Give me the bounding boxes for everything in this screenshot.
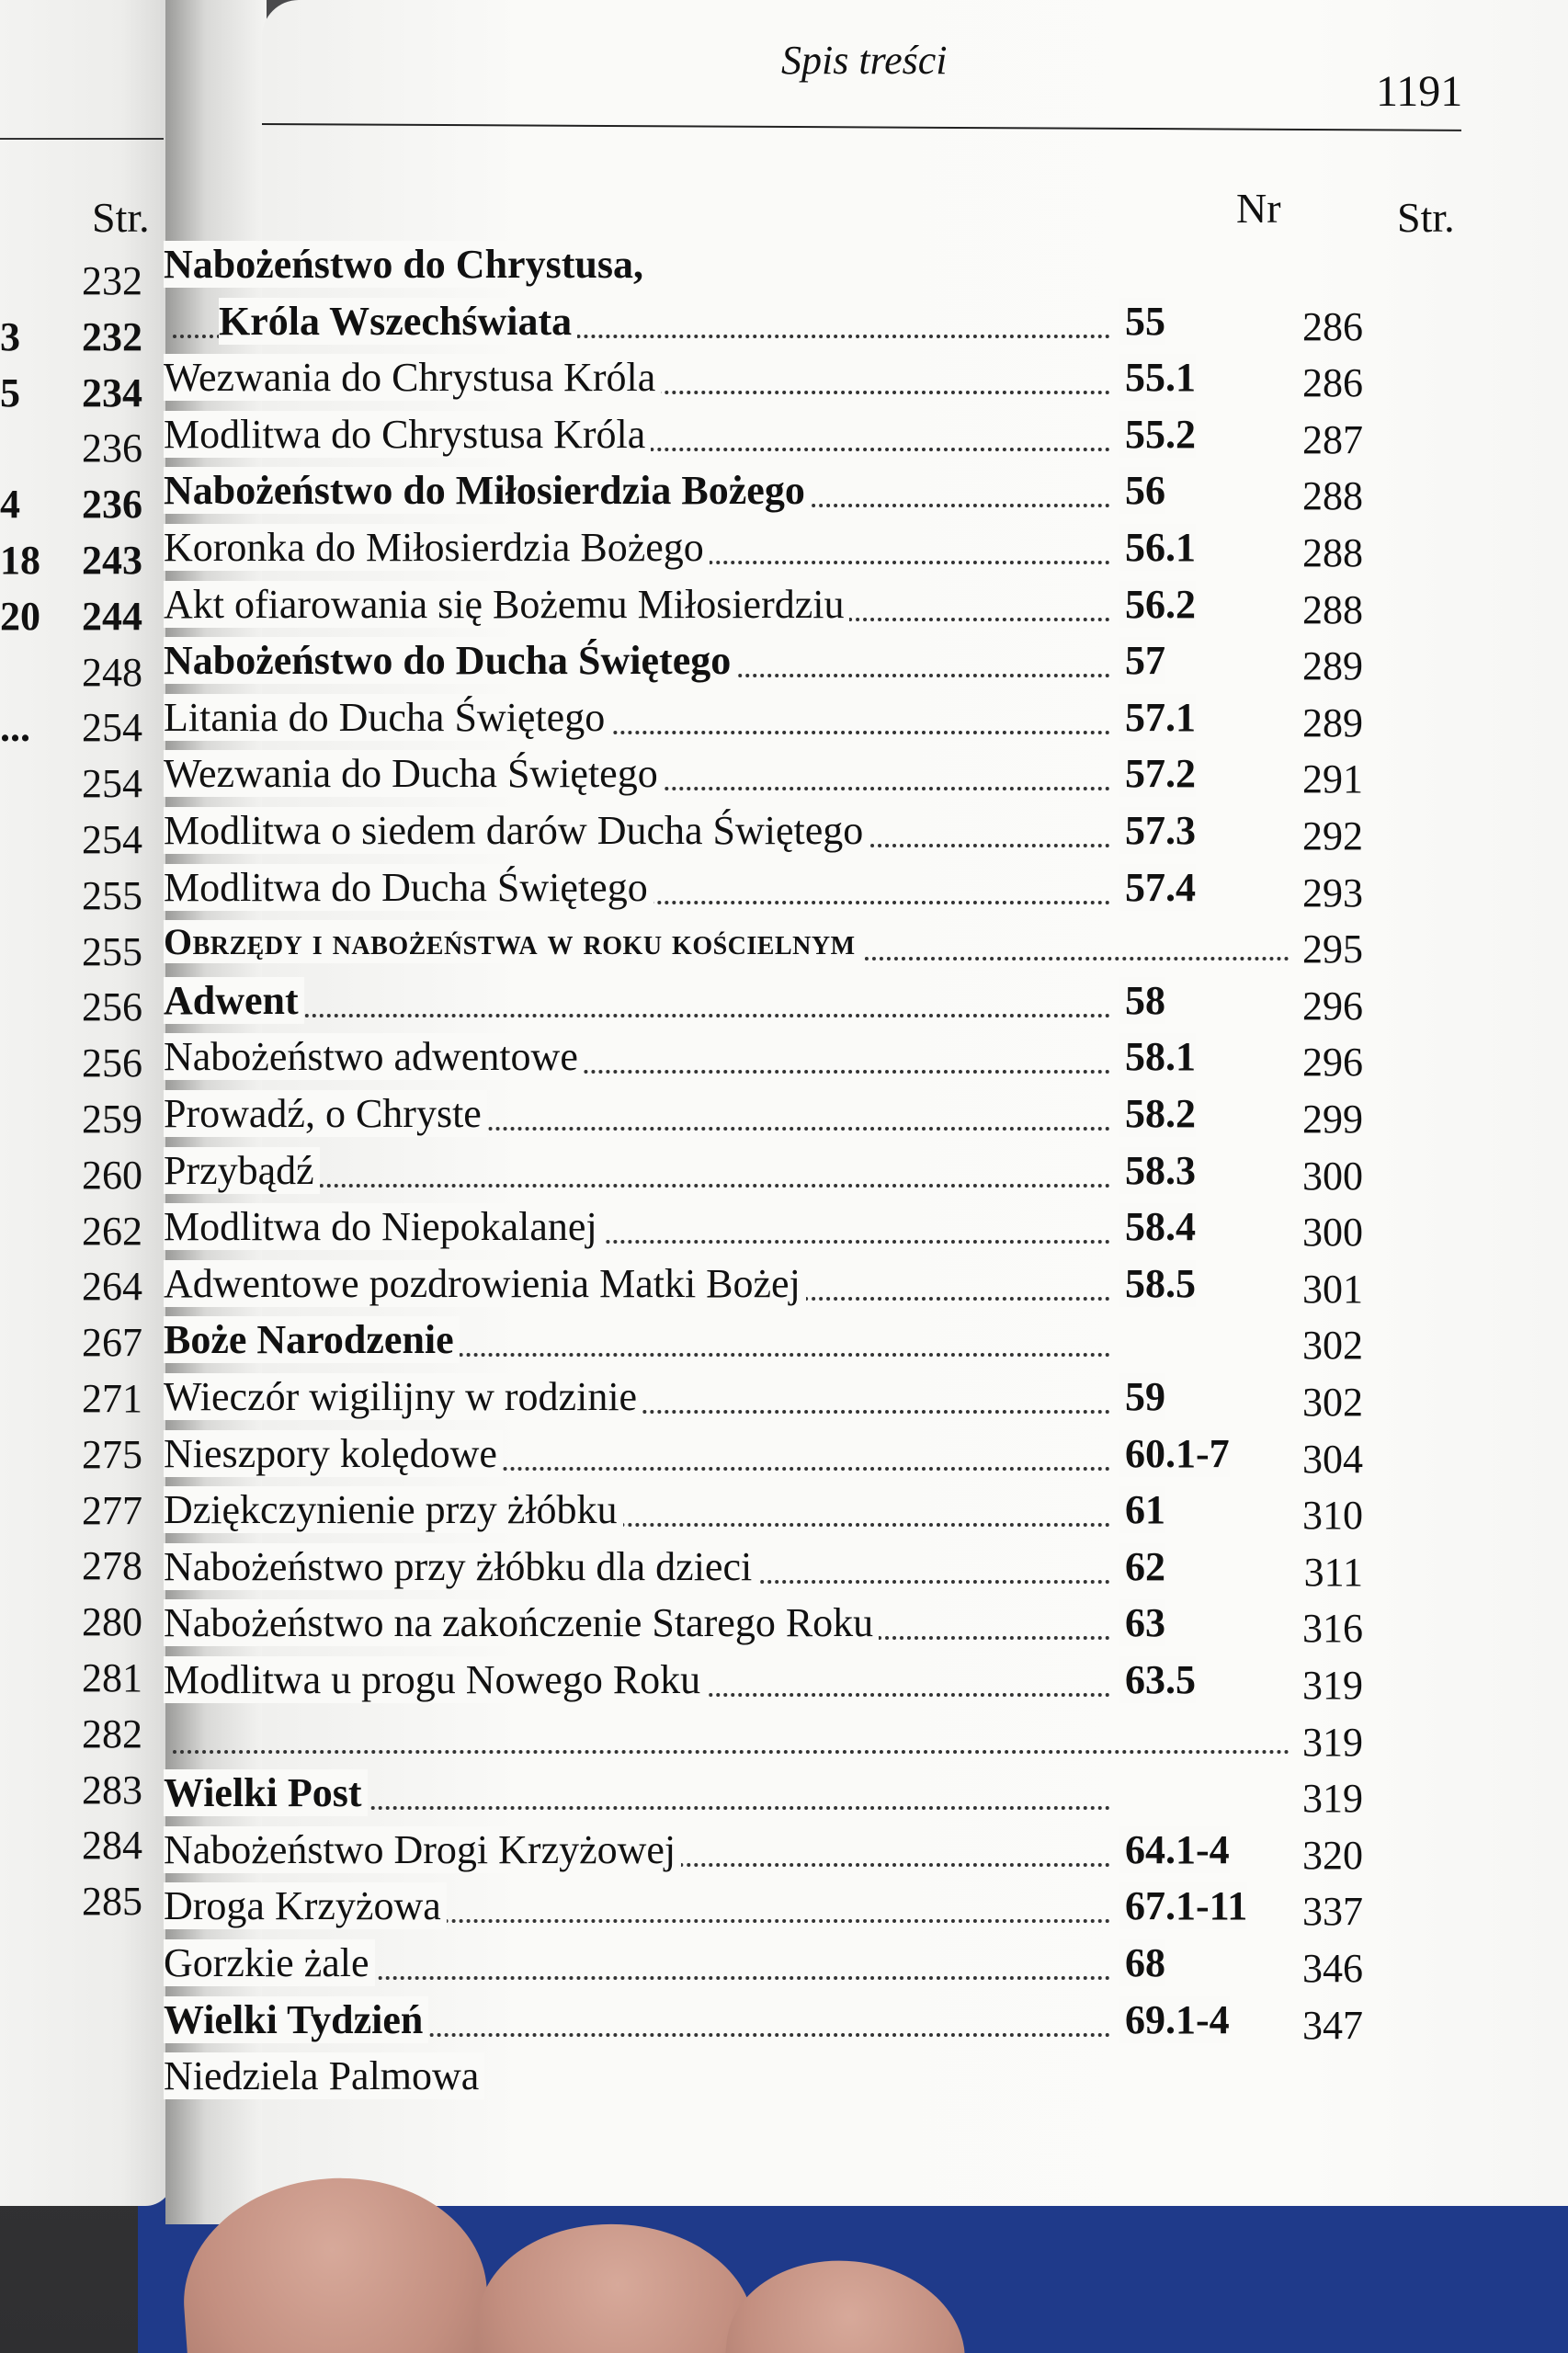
- left-page-number: [0, 1040, 142, 1086]
- toc-entry-page: 300: [1302, 1210, 1363, 1256]
- toc-entry-number: 59: [1119, 1373, 1165, 1420]
- left-page-number-value: 243: [82, 538, 142, 583]
- toc-entry-title: Prowadź, o Chryste: [164, 1090, 487, 1137]
- left-page-number-value: 282: [82, 1711, 142, 1756]
- toc-entry-number: 58.1: [1119, 1033, 1196, 1080]
- toc-entry-number: 64.1-4: [1119, 1826, 1230, 1873]
- left-page-number: [0, 760, 142, 807]
- toc-row: [164, 637, 1470, 690]
- left-page-column-label: Str.: [92, 194, 150, 241]
- toc-entry-page: 289: [1302, 643, 1363, 689]
- left-page-number-prefix: ...: [0, 705, 30, 751]
- toc-row: [164, 241, 1470, 294]
- left-page-number: [0, 1208, 142, 1255]
- left-page-number: [0, 1375, 142, 1422]
- toc-entry-title: Gorzkie żale: [164, 1939, 375, 1986]
- toc-entry-page: 302: [1302, 1380, 1363, 1425]
- toc-row: [164, 1090, 1470, 1143]
- left-page-number: [0, 1542, 142, 1589]
- toc-entry-title: Nabożeństwo do Chrystusa,: [164, 241, 649, 288]
- toc-entry-page: 288: [1302, 586, 1363, 632]
- toc-entry-number: 55.1: [1119, 354, 1196, 401]
- toc-entry-title: Nabożeństwo na zakończenie Starego Roku: [164, 1599, 879, 1646]
- left-page-number: [0, 1878, 142, 1925]
- toc-entry-number: 62: [1119, 1543, 1165, 1590]
- toc-row: [164, 2052, 1470, 2106]
- left-page-number: [0, 816, 142, 863]
- left-page-number-value: 254: [82, 817, 142, 862]
- left-page-number: [0, 369, 142, 416]
- left-page-number-value: 267: [82, 1320, 142, 1366]
- toc-entry-page: 346: [1302, 1946, 1363, 1991]
- toc-entry-title: Przybądź: [164, 1147, 320, 1194]
- left-page-number-prefix: 3: [0, 313, 20, 359]
- toc-row: [164, 524, 1470, 577]
- left-page-number: [0, 481, 142, 528]
- left-page-number: [0, 1598, 142, 1645]
- left-page-number: [0, 313, 142, 360]
- left-page-number-value: 256: [82, 984, 142, 1030]
- toc-row: [164, 1599, 1470, 1653]
- column-header-nr: Nr: [1236, 185, 1281, 232]
- left-page-number-value: 262: [82, 1208, 142, 1254]
- toc-leader-dots: [173, 1750, 1290, 1754]
- toc-entry-page: 296: [1302, 983, 1363, 1029]
- toc-entry-title: Wezwania do Ducha Świętego: [164, 750, 664, 797]
- left-page-number-value: 232: [82, 313, 142, 359]
- left-page-number: [0, 1487, 142, 1534]
- toc-entry-title: Nieszpory kolędowe: [164, 1430, 503, 1477]
- toc-entry-title: Nabożeństwo adwentowe: [164, 1033, 584, 1080]
- toc-entry-number: 63.5: [1119, 1656, 1196, 1703]
- left-page-number: [0, 1096, 142, 1142]
- toc-entry-title: Niedziela Palmowa: [164, 2052, 484, 2099]
- toc-entry-number: 57.4: [1119, 864, 1196, 911]
- toc-entry-number: 58: [1119, 977, 1165, 1024]
- toc-entry-page: 316: [1302, 1606, 1363, 1652]
- column-header-str: Str.: [1397, 194, 1455, 241]
- toc-row: [164, 1486, 1470, 1540]
- left-page-number: [0, 537, 142, 584]
- left-page-number-value: 278: [82, 1543, 142, 1589]
- toc-row: [164, 864, 1470, 917]
- toc-entry-title: Boże Narodzenie: [164, 1316, 460, 1363]
- toc-row: [164, 1769, 1470, 1823]
- left-page-number: [0, 649, 142, 696]
- toc-entry-title: Adwent: [164, 977, 304, 1024]
- toc-entry-page: 300: [1302, 1153, 1363, 1199]
- left-page-number: [0, 983, 142, 1030]
- toc-entry-page: 296: [1302, 1040, 1363, 1086]
- toc-entry-page: 286: [1302, 303, 1363, 349]
- toc-row: [164, 1316, 1470, 1370]
- toc-entry-page: 319: [1302, 1719, 1363, 1765]
- toc-row: [164, 807, 1470, 860]
- toc-entry-page: 319: [1302, 1776, 1363, 1822]
- toc-entry-page: 347: [1302, 2002, 1363, 2048]
- toc-entry-title: Obrzędy i nabożeństwa w roku kościelnym: [164, 920, 861, 963]
- left-page-number-value: 244: [82, 593, 142, 639]
- toc-entry-page: 293: [1302, 870, 1363, 915]
- toc-row: [164, 1996, 1470, 2050]
- toc-entry-title: Nabożeństwo do Miłosierdzia Bożego: [164, 467, 811, 514]
- left-page-number-value: 275: [82, 1431, 142, 1477]
- toc-entry-number: 67.1-11: [1119, 1882, 1247, 1929]
- left-page-number-value: 236: [82, 426, 142, 472]
- toc-entry-title: Wieczór wigilijny w rodzinie: [164, 1373, 642, 1420]
- toc-entry-page: 295: [1302, 926, 1363, 972]
- toc-entry-number: 57: [1119, 637, 1165, 684]
- toc-entry-page: 292: [1302, 813, 1363, 858]
- right-page: [164, 0, 1568, 2206]
- toc-entry-number: 58.5: [1119, 1260, 1196, 1307]
- toc-row: [164, 1656, 1470, 1710]
- toc-entry-title: Modlitwa o siedem darów Ducha Świętego: [164, 807, 869, 854]
- toc-row: [164, 1882, 1470, 1936]
- left-page-number: [0, 1711, 142, 1757]
- toc-entry-number: 56.1: [1119, 524, 1196, 571]
- toc-entry-title: Wielki Post: [164, 1769, 368, 1816]
- left-page-number: [0, 1431, 142, 1478]
- left-page-number-value: 264: [82, 1264, 142, 1310]
- left-page-number-value: 281: [82, 1655, 142, 1700]
- left-page-number-value: 248: [82, 649, 142, 695]
- toc-entry-page: 299: [1302, 1097, 1363, 1142]
- toc-row: [164, 920, 1470, 973]
- left-page-number-value: 277: [82, 1487, 142, 1533]
- toc-row: [164, 1260, 1470, 1313]
- toc-entry-page: 304: [1302, 1436, 1363, 1482]
- toc-row: [164, 411, 1470, 464]
- toc-row: [164, 1033, 1470, 1086]
- toc-row: [164, 750, 1470, 803]
- toc-entry-title: Adwentowe pozdrowienia Matki Bożej: [164, 1260, 806, 1307]
- toc-row: [164, 354, 1470, 407]
- toc-row: [164, 1713, 1470, 1767]
- toc-entry-page: 288: [1302, 473, 1363, 519]
- left-page-number: [0, 1654, 142, 1701]
- toc-entry-page: 301: [1302, 1266, 1363, 1312]
- running-header-title: Spis treści: [781, 38, 948, 83]
- left-page-number: [0, 704, 142, 751]
- left-page-number-value: 280: [82, 1599, 142, 1645]
- toc-entry-page: 288: [1302, 530, 1363, 575]
- left-page-number-value: 271: [82, 1376, 142, 1421]
- left-page-number: [0, 1263, 142, 1310]
- toc-row: [164, 694, 1470, 747]
- left-page-number: [0, 1152, 142, 1199]
- table-of-contents: [164, 0, 1470, 2206]
- toc-row: [164, 1826, 1470, 1880]
- left-page-number-value: 254: [82, 705, 142, 751]
- toc-row: [164, 1203, 1470, 1256]
- toc-entry-number: 69.1-4: [1119, 1996, 1230, 2043]
- toc-row: [164, 1373, 1470, 1427]
- toc-entry-number: 55.2: [1119, 411, 1196, 458]
- left-page-number-value: 256: [82, 1040, 142, 1086]
- toc-leader-dots: [173, 1014, 1110, 1017]
- left-page-number-prefix: 20: [0, 593, 40, 639]
- toc-entry-title: Akt ofiarowania się Bożemu Miłosierdziu: [164, 581, 849, 628]
- toc-entry-number: 58.4: [1119, 1203, 1196, 1250]
- toc-entry-title: Modlitwa u progu Nowego Roku: [164, 1656, 706, 1703]
- left-page-header-rule: [0, 138, 164, 140]
- toc-row: [164, 1430, 1470, 1483]
- toc-entry-title: Króla Wszechświata: [219, 298, 577, 345]
- toc-entry-page: 337: [1302, 1889, 1363, 1935]
- toc-entry-page: 319: [1302, 1663, 1363, 1708]
- toc-entry-title: Droga Krzyżowa: [164, 1882, 447, 1929]
- toc-entry-title: Dziękczynienie przy żłóbku: [164, 1486, 623, 1533]
- left-page-number-prefix: 4: [0, 482, 20, 528]
- left-page-number: [0, 425, 142, 472]
- left-page-number-value: 255: [82, 928, 142, 974]
- toc-entry-page: 287: [1302, 416, 1363, 462]
- toc-entry-title: Koronka do Miłosierdzia Bożego: [164, 524, 710, 571]
- toc-entry-title: Modlitwa do Ducha Świętego: [164, 864, 653, 911]
- toc-entry-page: 286: [1302, 360, 1363, 406]
- toc-entry-number: 68: [1119, 1939, 1165, 1986]
- toc-entry-number: 60.1-7: [1119, 1430, 1230, 1477]
- toc-entry-title: Modlitwa do Chrystusa Króla: [164, 411, 651, 458]
- toc-entry-number: 58.2: [1119, 1090, 1196, 1137]
- toc-row: [164, 1543, 1470, 1597]
- toc-entry-title: Nabożeństwo przy żłóbku dla dzieci: [164, 1543, 757, 1590]
- toc-entry-page: 320: [1302, 1832, 1363, 1878]
- toc-row: [164, 298, 1470, 351]
- toc-row: [164, 1147, 1470, 1200]
- toc-entry-number: 57.3: [1119, 807, 1196, 854]
- toc-entry-number: 57.1: [1119, 694, 1196, 741]
- toc-row: [164, 1939, 1470, 1993]
- page-number: 1191: [1376, 67, 1463, 116]
- left-page-number: [0, 593, 142, 640]
- left-page: [0, 0, 173, 2206]
- toc-entry-title: Nabożeństwo do Ducha Świętego: [164, 637, 736, 684]
- left-page-number: [0, 872, 142, 919]
- toc-entry-number: 55: [1119, 298, 1165, 345]
- toc-entry-number: 58.3: [1119, 1147, 1196, 1194]
- left-page-number-value: 259: [82, 1097, 142, 1142]
- left-page-number: [0, 928, 142, 975]
- toc-entry-number: 56: [1119, 467, 1165, 514]
- toc-entry-number: 57.2: [1119, 750, 1196, 797]
- toc-entry-title: Wielki Tydzień: [164, 1996, 428, 2043]
- toc-entry-page: 310: [1302, 1493, 1363, 1539]
- toc-entry-page: 302: [1302, 1323, 1363, 1369]
- toc-entry-number: 61: [1119, 1486, 1165, 1533]
- toc-row: [164, 581, 1470, 634]
- toc-entry-title: Modlitwa do Niepokalanej: [164, 1203, 603, 1250]
- left-page-number-value: 232: [82, 258, 142, 303]
- left-page-number-value: 260: [82, 1152, 142, 1198]
- toc-entry-title: Wezwania do Chrystusa Króla: [164, 354, 661, 401]
- left-page-number-value: 285: [82, 1879, 142, 1925]
- toc-entry-page: 289: [1302, 699, 1363, 745]
- toc-entry-page: 291: [1302, 756, 1363, 802]
- toc-entry-number: 63: [1119, 1599, 1165, 1646]
- toc-row: [164, 977, 1470, 1030]
- left-page-number: [0, 257, 142, 304]
- left-page-number-value: 283: [82, 1767, 142, 1813]
- toc-entry-page: 311: [1303, 1549, 1363, 1595]
- left-page-number-value: 254: [82, 761, 142, 807]
- toc-entry-title: Nabożeństwo Drogi Krzyżowej: [164, 1826, 681, 1873]
- left-page-number-prefix: 5: [0, 369, 20, 415]
- toc-entry-number: 56.2: [1119, 581, 1196, 628]
- left-page-number-prefix: 18: [0, 538, 40, 583]
- toc-entry-title: Litania do Ducha Świętego: [164, 694, 610, 741]
- toc-row: [164, 467, 1470, 520]
- left-page-number-value: 284: [82, 1823, 142, 1869]
- left-page-number: [0, 1822, 142, 1869]
- left-page-number-value: 255: [82, 872, 142, 918]
- left-page-number: [0, 1319, 142, 1366]
- left-page-number-value: 234: [82, 369, 142, 415]
- left-page-number-value: 236: [82, 482, 142, 528]
- left-page-number: [0, 1767, 142, 1813]
